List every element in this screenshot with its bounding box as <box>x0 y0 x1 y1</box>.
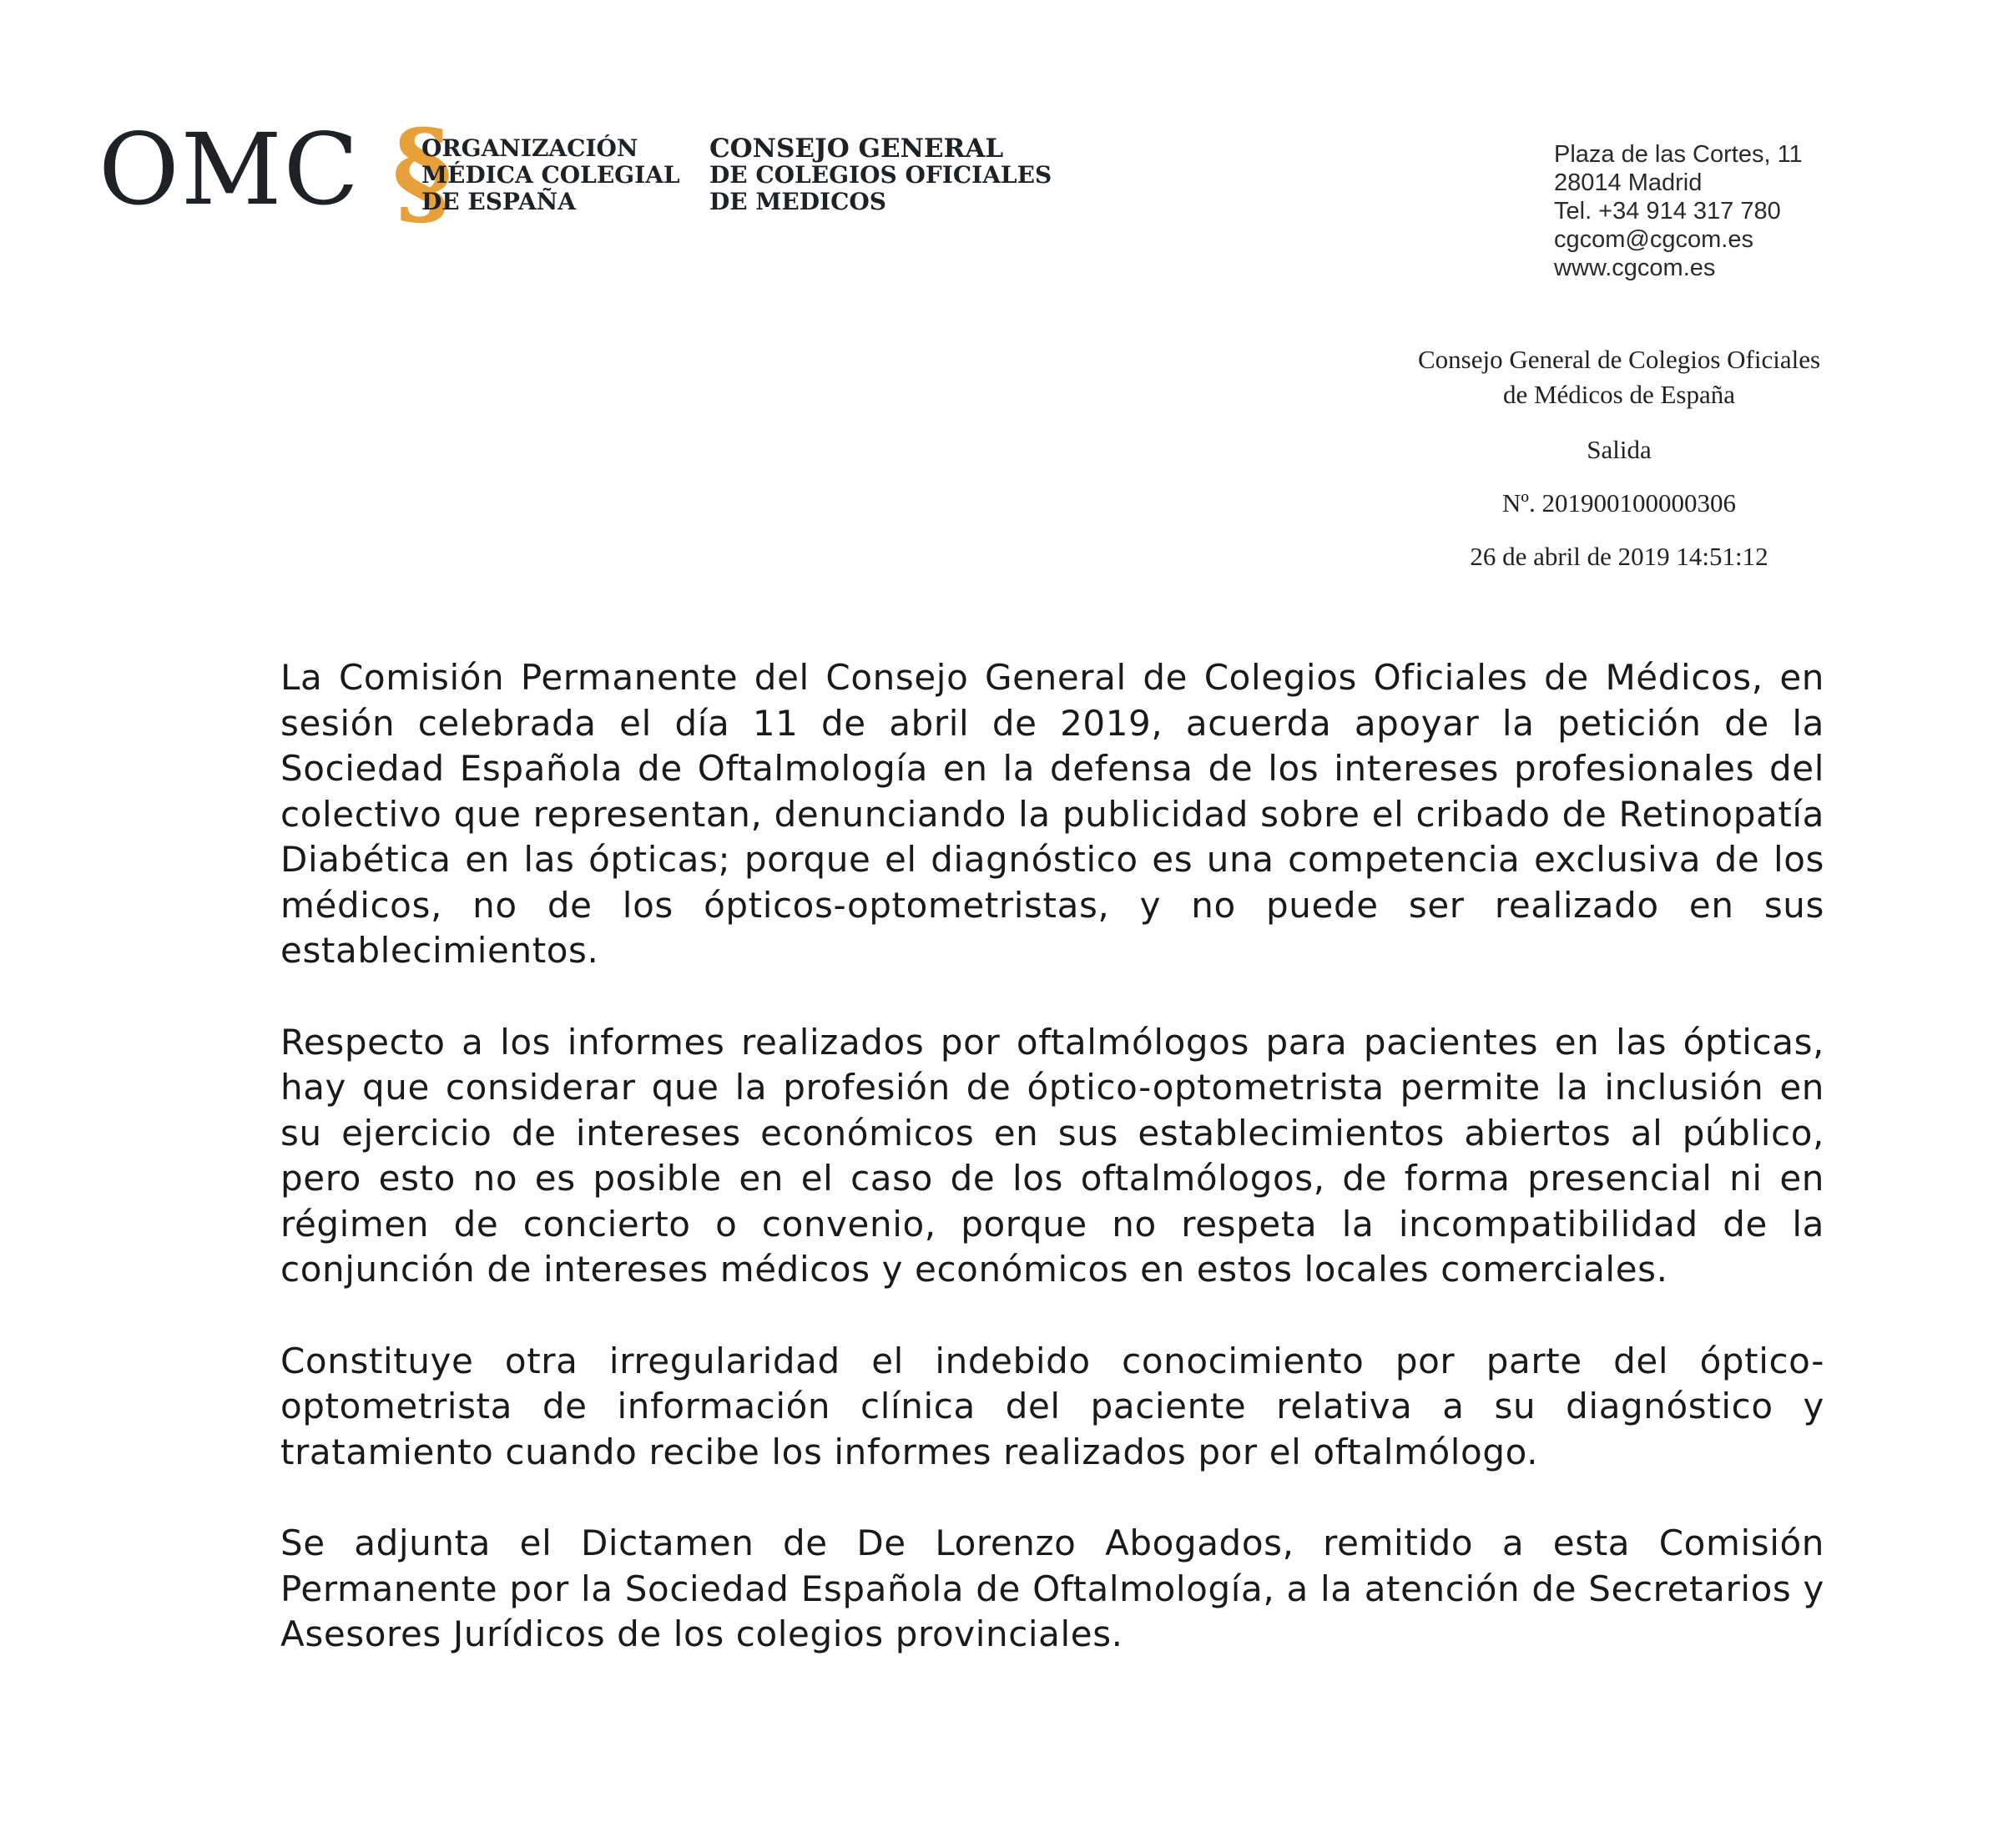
organization-name <box>421 135 680 215</box>
council-name-line-2: DE COLEGIOS OFICIALES <box>709 161 1052 189</box>
organization-name-line-3: DE ESPAÑA <box>421 188 576 215</box>
address-street: Plaza de las Cortes, 11 <box>1554 141 1803 168</box>
paragraph-4: Se adjunta el Dictamen de De Lorenzo Abogados, remitido a esta Comisión Permanente por la Sociedad Española de Oftalmología, a la atención de Secretarios y Asesores Jurídicos de los colegios provinciales. <box>280 1522 1824 1654</box>
omc-wordmark: OMC <box>98 112 361 227</box>
stamp-type: Salida <box>1587 435 1652 464</box>
organization-name-line-2: MÉDICA COLEGIAL <box>421 161 680 189</box>
council-name-line-3: DE MEDICOS <box>709 188 886 215</box>
paragraph-3: Constituye otra irregularidad el indebido conocimiento por parte del óptico-optometrista de información clínica del paciente relativa a su diagnóstico y tratamiento cuando recibe los informes realizados por el oftalmólogo. <box>280 1340 1824 1472</box>
address-website: www.cgcom.es <box>1554 255 1716 281</box>
address-email: cgcom@cgcom.es <box>1554 226 1753 253</box>
council-name <box>709 135 1052 215</box>
stamp-issuer-line-2: de Médicos de España <box>1502 380 1736 409</box>
address-city: 28014 Madrid <box>1554 169 1703 196</box>
paragraph-2: Respecto a los informes realizados por oftalmólogos para pacientes en las ópticas, hay que considerar que la profesión de óptico-optometrista permite la inclusión en su ejercicio de intereses económicos en sus establecimientos abiertos al público, pero esto no es posible en el caso de los oftalmólogos, de forma presencial ni en régimen de concierto o convenio, porque no respeta la incompatibilidad de la conjunción de intereses médicos y económicos en estos locales comerciales. <box>280 1021 1824 1290</box>
letter-body <box>280 655 1824 1704</box>
address-phone: Tel. +34 914 317 780 <box>1554 198 1781 225</box>
omc-logo <box>98 104 453 240</box>
registry-stamp <box>1369 342 1869 574</box>
organization-name-line-1: ORGANIZACIÓN <box>421 134 638 162</box>
stamp-number: Nº. 201900100000306 <box>1502 488 1736 518</box>
stamp-issuer-line-1: Consejo General de Colegios Oficiales <box>1417 345 1821 374</box>
paragraph-1: La Comisión Permanente del Consejo General de Colegios Oficiales de Médicos, en sesión celebrada el día 11 de abril de 2019, acuerda apoyar la petición de la Sociedad Española de Oftalmología en la defensa de los intereses profesionales del colectivo que representan, denunciando la publicidad sobre el cribado de Retinopatía Diabética en las ópticas; porque el diagnóstico es una competencia exclusiva de los médicos, no de los ópticos-optometristas, y no puede ser realizado en sus establecimientos. <box>280 657 1824 971</box>
stamp-datetime: 26 de abril de 2019 14:51:12 <box>1470 542 1768 571</box>
address-block <box>1554 140 1803 282</box>
council-name-line-1: CONSEJO GENERAL <box>709 134 1004 164</box>
section-sign-icon: § <box>391 104 453 240</box>
